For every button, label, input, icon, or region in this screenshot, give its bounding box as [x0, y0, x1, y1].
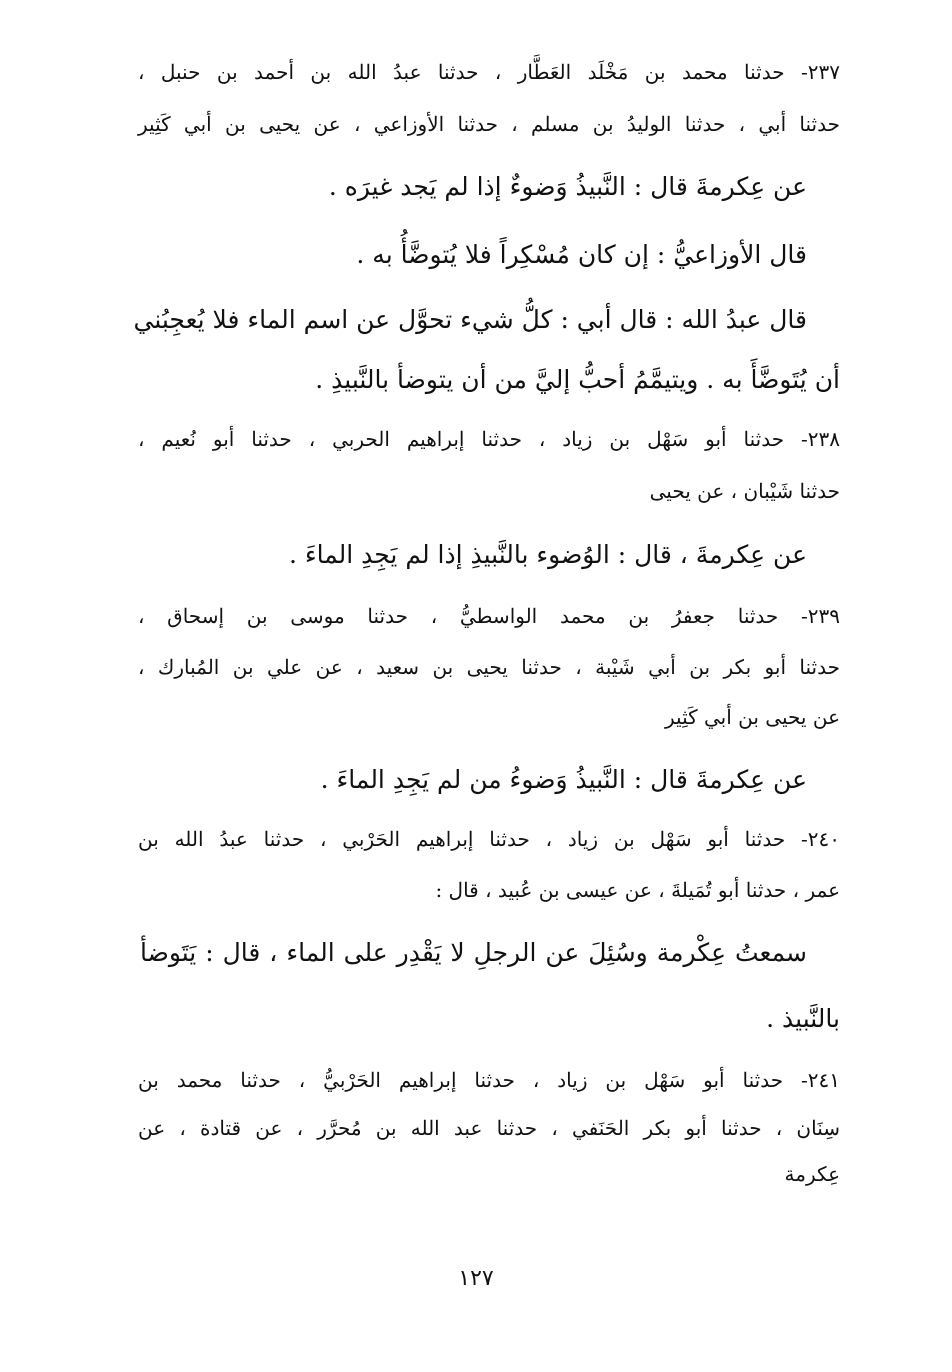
text-line-238-a: ٢٣٨- حدثنا أبو سَهْل بن زياد ، حدثنا إبراهيم الحربي ، حدثنا أبو نُعيم ، [138, 427, 840, 451]
text-line-239-a: ٢٣٩- حدثنا جعفرُ بن محمد الواسطيُّ ، حدثنا موسى بن إسحاق ، [138, 604, 840, 628]
text-line-239-d: عن عِكرمةَ قال : النَّبيذُ وَضوءُ من لم يَجِدِ الماءَ . [320, 765, 807, 794]
page-number: ١٢٧ [458, 1266, 494, 1291]
text-line-237-a: ٢٣٧- حدثنا محمد بن مَخْلَد العَطَّار ، حدثنا عبدُ الله بن أحمد بن حنبل ، [138, 60, 841, 84]
text-line-240-d: بالنَّبيذ . [766, 1004, 840, 1033]
text-line-241-c: عِكرمة [784, 1162, 840, 1186]
text-line-237-e: قال عبدُ الله : قال أبي : كلُّ شيء تحوَّل عن اسم الماء فلا يُعجِبُني [133, 305, 807, 334]
text-line-241-a: ٢٤١- حدثنا أبو سَهْل بن زياد ، حدثنا إبراهيم الحَرْبيُّ ، حدثنا محمد بن [138, 1068, 840, 1092]
text-line-237-c: عن عِكرمةَ قال : النَّبيذُ وَضوءٌ إذا لم يَجد غيرَه . [328, 172, 807, 201]
text-line-241-b: سِنَان ، حدثنا أبو بكر الحَنَفي ، حدثنا عبد الله بن مُحرَّر ، عن قتادة ، عن [138, 1116, 840, 1140]
text-line-240-a: ٢٤٠- حدثنا أبو سَهْل بن زياد ، حدثنا إبراهيم الحَرْبي ، حدثنا عبدُ الله بن [138, 827, 840, 851]
text-line-239-b: حدثنا أبو بكر بن أبي شَيْبة ، حدثنا يحيى بن سعيد ، عن علي بن المُبارك ، [138, 655, 840, 679]
text-line-240-c: سمعتُ عِكْرمة وسُئِلَ عن الرجلِ لا يَقْدِر على الماء ، قال : يَتَوضأ [140, 938, 807, 967]
text-line-240-b: عمر ، حدثنا أبو تُمَيلةَ ، عن عيسى بن عُبيد ، قال : [435, 878, 840, 902]
text-line-238-b: حدثنا شَيْبان ، عن يحيى [649, 479, 840, 503]
text-line-238-c: عن عِكرمةَ ، قال : الوُضوء بالنَّبيذِ إذا لم يَجِدِ الماءَ . [288, 540, 807, 569]
text-line-239-c: عن يحيى بن أبي كَثِير [665, 705, 840, 729]
text-line-237-b: حدثنا أبي ، حدثنا الوليدُ بن مسلم ، حدثنا الأوزاعي ، عن يحيى بن أبي كَثِير [138, 112, 840, 136]
text-line-237-f: أن يُتَوضَّأَ به . ويتيمَّمُ أحبُّ إليَّ من أن يتوضأ بالنَّبيذِ . [315, 365, 840, 394]
text-line-237-d: قال الأوزاعيُّ : إن كان مُسْكِراً فلا يُتوضَّأُ به . [356, 240, 807, 269]
